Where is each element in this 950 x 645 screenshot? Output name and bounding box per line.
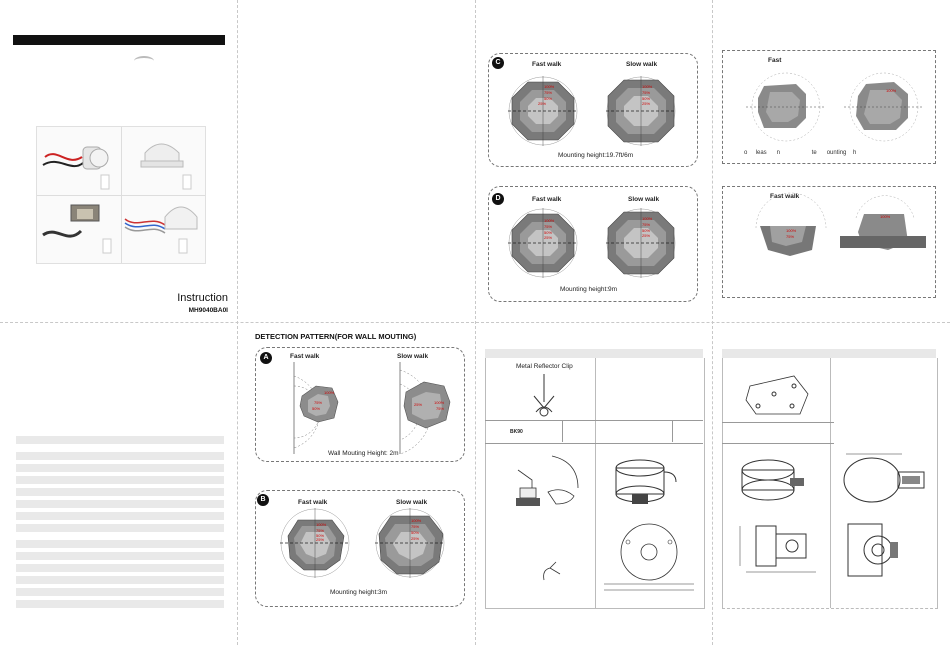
sensor-photo-3: [37, 195, 121, 263]
reflector-clip-drawing: [524, 372, 564, 422]
pattern-b-fast-label: Fast walk: [298, 499, 328, 506]
cover-model-number: MH9040BA0I: [188, 307, 228, 314]
pattern-b-slow-label: Slow walk: [396, 499, 428, 506]
svg-text:75%: 75%: [314, 400, 323, 405]
install-table-cell: [562, 420, 563, 442]
pattern-a-slow-diagram: [392, 362, 462, 454]
svg-text:75%: 75%: [642, 90, 651, 95]
svg-text:100%: 100%: [544, 84, 555, 89]
fold-line: [0, 322, 950, 323]
sensor-photo-4: [121, 195, 205, 263]
top-right-wall-pattern-fast: [746, 202, 836, 272]
side-dimension-drawing: [736, 516, 826, 586]
dimension-header-bar: [722, 349, 936, 358]
pattern-b-caption: Mounting height:3m: [330, 589, 388, 596]
pattern-d-badge: D: [492, 193, 504, 205]
cover-title: Instruction: [177, 292, 228, 304]
pattern-c-fast-diagram: [508, 76, 578, 146]
svg-text:75%: 75%: [411, 524, 420, 529]
pattern-c-badge: C: [492, 57, 504, 69]
dimension-table-row: [722, 422, 834, 444]
svg-text:75%: 75%: [544, 90, 553, 95]
bracket-plate-drawing: [744, 370, 814, 420]
detection-pattern-heading: DETECTION PATTERN(FOR WALL MOUTING): [255, 332, 417, 341]
reflector-clip-code: BK90: [510, 429, 523, 435]
svg-text:25%: 25%: [538, 101, 547, 106]
svg-text:100%: 100%: [544, 218, 555, 223]
svg-text:100%: 100%: [324, 390, 335, 395]
pattern-a-badge: A: [260, 352, 272, 364]
mounting-plate-dimension-drawing: [604, 522, 694, 592]
svg-text:25%: 25%: [544, 235, 553, 240]
svg-text:25%: 25%: [411, 536, 420, 541]
sensor-body-drawing: [734, 452, 814, 512]
pattern-c-caption: Mounting height:19.7ft/6m: [558, 152, 634, 159]
dimension-divider-v: [830, 358, 831, 608]
svg-text:25%: 25%: [642, 233, 651, 238]
pattern-a-fast-diagram: [286, 362, 356, 454]
top-right-wall-pattern-slow: [836, 202, 926, 272]
svg-text:100%: 100%: [434, 400, 445, 405]
install-header-bar: [485, 349, 703, 358]
svg-text:50%: 50%: [411, 530, 420, 535]
install-table-cell: [672, 420, 673, 442]
svg-text:100%: 100%: [411, 518, 422, 523]
svg-text:100%: 100%: [642, 216, 653, 221]
svg-text:100%: 100%: [880, 214, 891, 219]
svg-text:25%: 25%: [316, 537, 325, 542]
product-photo-grid: [36, 126, 206, 264]
svg-text:50%: 50%: [544, 230, 553, 235]
svg-text:75%: 75%: [786, 234, 795, 239]
pattern-d-slow-label: Slow walk: [628, 196, 660, 203]
install-divider-v: [595, 358, 596, 608]
pattern-b-badge: B: [257, 494, 269, 506]
top-right-pattern-fast: [746, 72, 826, 142]
svg-text:50%: 50%: [642, 96, 651, 101]
pattern-c-slow-diagram: [606, 76, 676, 146]
top-right-pattern-slow: [844, 72, 924, 142]
sensor-photo-2: [121, 127, 205, 195]
cover-header-band: [13, 35, 225, 45]
top-right-fast-walk-label: Fast walk: [770, 193, 800, 200]
svg-text:100%: 100%: [316, 522, 327, 527]
hand-install-drawing: [512, 452, 582, 532]
svg-text:50%: 50%: [544, 96, 553, 101]
svg-text:75%: 75%: [316, 528, 325, 533]
svg-text:50%: 50%: [316, 533, 325, 538]
top-right-fast-label: Fast: [768, 57, 782, 64]
sensor-photo-1: [37, 127, 121, 195]
pattern-d-slow-diagram: [606, 208, 676, 278]
pattern-a-slow-label: Slow walk: [397, 353, 429, 360]
svg-text:25%: 25%: [642, 101, 651, 106]
pattern-d-fast-diagram: [508, 208, 578, 278]
svg-text:100%: 100%: [642, 84, 653, 89]
svg-text:50%: 50%: [312, 406, 321, 411]
pattern-b-fast-diagram: [280, 508, 350, 578]
svg-text:50%: 50%: [642, 228, 651, 233]
pattern-b-slow-diagram: [375, 508, 445, 578]
svg-text:75%: 75%: [436, 406, 445, 411]
pattern-c-fast-label: Fast walk: [532, 61, 562, 68]
svg-text:25%: 25%: [414, 402, 423, 407]
hand-sketch-icon: [540, 560, 564, 584]
svg-text:75%: 75%: [642, 222, 651, 227]
svg-text:75%: 75%: [544, 224, 553, 229]
pattern-a-caption: Wall Mouting Height: 2m: [328, 450, 399, 457]
front-dimension-drawing: [842, 446, 932, 586]
pattern-d-caption: Mounting height:9m: [560, 286, 618, 293]
pattern-c-slow-label: Slow walk: [626, 61, 658, 68]
reflector-clip-label: Metal Reflector Clip: [516, 363, 573, 370]
cover-logo-mark: [134, 56, 154, 66]
pattern-d-fast-label: Fast walk: [532, 196, 562, 203]
sensor-housing-drawing: [604, 452, 684, 522]
svg-text:100%: 100%: [786, 228, 797, 233]
pattern-a-fast-label: Fast walk: [290, 353, 320, 360]
top-right-caption-fragment: o leas n te ounting h: [744, 150, 857, 156]
svg-text:100%: 100%: [886, 88, 897, 93]
